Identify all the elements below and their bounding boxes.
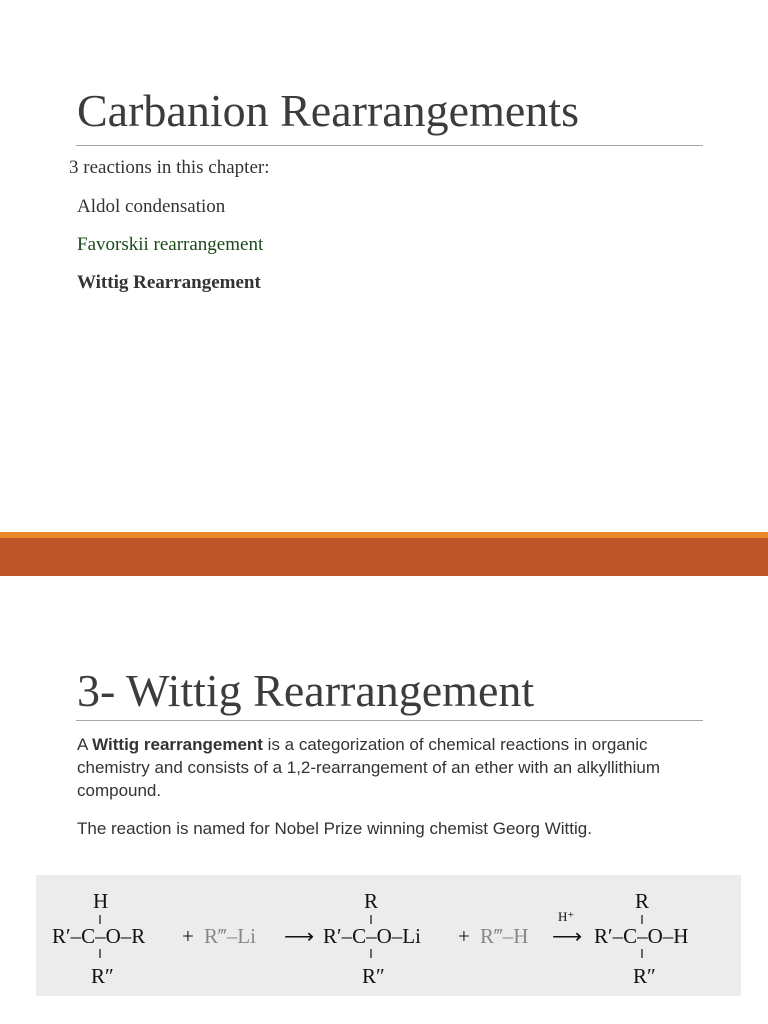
naming-paragraph: The reaction is named for Nobel Prize winning chemist Georg Wittig. [77, 819, 592, 838]
plus-sign: + [182, 924, 194, 948]
slide-title: Carbanion Rearrangements [77, 85, 579, 136]
reaction-scheme [36, 875, 741, 996]
reagent: R‴–Li [204, 924, 256, 948]
list-item: Wittig Rearrangement [77, 272, 261, 293]
title-underline [76, 145, 703, 146]
term-bold: Wittig rearrangement [92, 735, 263, 754]
r1-bottom: R″ [91, 964, 114, 988]
list-item: Aldol condensation [77, 196, 226, 217]
byproduct: R‴–H [480, 924, 529, 948]
definition-paragraph [77, 733, 697, 802]
p2-main: R′–C–O–H [594, 924, 689, 948]
p1-top: R [364, 889, 379, 913]
list-item: Favorskii rearrangement [77, 234, 264, 255]
p1-bottom: R″ [362, 964, 385, 988]
acid-label: H⁺ [558, 909, 575, 924]
p2-top: R [635, 889, 650, 913]
para-prefix: A [77, 735, 93, 754]
slide-divider [0, 538, 768, 576]
p2-bottom: R″ [633, 964, 656, 988]
para-rest: is a categorization of chemical reactions in organic chemistry and consists of a 1,2-rearrangement of an ether with an alkyllithium compound. [77, 735, 660, 800]
r1-top: H [93, 889, 109, 913]
slide-wittig [0, 576, 768, 1024]
r1-main: R′–C–O–R [52, 924, 146, 948]
slide-title: 3- Wittig Rearrangement [77, 665, 535, 716]
p1-main: R′–C–O–Li [323, 924, 421, 948]
reaction-arrow: ⟶ [552, 924, 583, 948]
reaction-arrow: ⟶ [284, 924, 315, 948]
plus-sign: + [458, 924, 470, 948]
title-underline [76, 720, 703, 721]
intro-text: 3 reactions in this chapter: [69, 157, 270, 178]
